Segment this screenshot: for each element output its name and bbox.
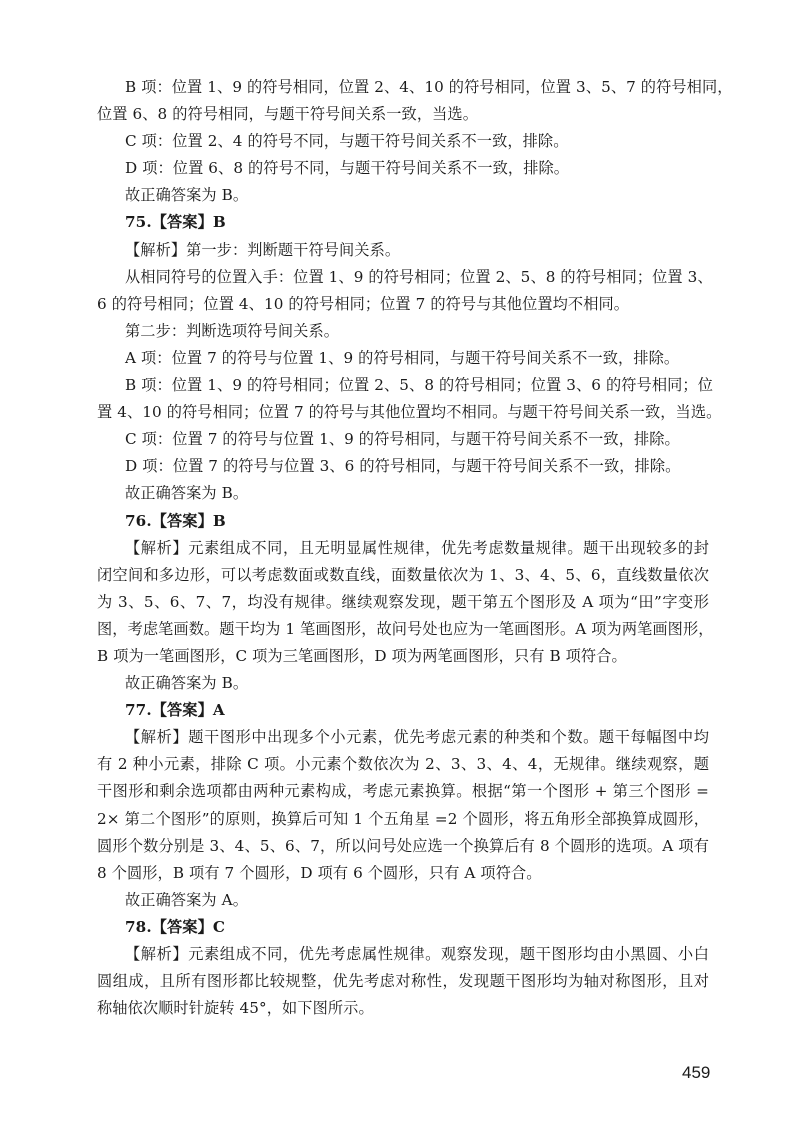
text-line: 2× 第二个图形”的原则，换算后可知 1 个五角星 =2 个圆形，将五角形全部换算成圆形， [97, 809, 709, 828]
analysis-line: 【解析】元素组成不同，且无明显属性规律，优先考虑数量规律。题干出现较多的封 [125, 538, 709, 557]
text-line: D 项：位置 7 的符号与位置 3、6 的符号相同，与题干符号间关系不一致，排除。 [125, 457, 681, 476]
text-line: 圆形个数分别是 3、4、5、6、7，所以问号处应选一个换算后有 8 个圆形的选项。A 项有 [97, 836, 709, 855]
text-line: C 项：位置 2、4 的符号不同，与题干符号间关系不一致，排除。 [125, 132, 569, 151]
answer-conclusion: 故正确答案为 B。 [125, 484, 249, 503]
page-number: 459 [682, 1063, 711, 1082]
analysis-line: 【解析】题干图形中出现多个小元素，优先考虑元素的种类和个数。题干每幅图中均 [125, 728, 709, 747]
text-line: 位置 6、8 的符号相同，与题干符号间关系一致，当选。 [97, 105, 478, 124]
answer-conclusion: 故正确答案为 A。 [125, 890, 249, 909]
text-line: 8 个圆形，B 项有 7 个圆形，D 项有 6 个圆形，只有 A 项符合。 [97, 863, 542, 882]
text-line: B 项为一笔画图形，C 项为三笔画图形，D 项为两笔画图形，只有 B 项符合。 [97, 646, 627, 665]
analysis-line: 【解析】元素组成不同，优先考虑属性规律。观察发现，题干图形均由小黑圆、小白 [125, 945, 709, 963]
text-line: 圆组成，且所有图形都比较规整，优先考虑对称性，发现题干图形均为轴对称图形，且对 [97, 972, 709, 991]
text-line: 为 3、5、6、7、7，均没有规律。继续观察发现，题干第五个图形及 A 项为“田”字变形 [97, 592, 709, 611]
text-line: 干图形和剩余选项都由两种元素构成，考虑元素换算。根据“第一个图形 + 第三个图形 = [97, 782, 709, 801]
text-line: D 项：位置 6、8 的符号不同，与题干符号间关系不一致，排除。 [125, 159, 570, 178]
question-answer-heading: 75.【答案】B [125, 213, 226, 232]
text-line: 称轴依次顺时针旋转 45°，如下图所示。 [97, 999, 374, 1018]
analysis-line: 【解析】第一步：判断题干符号间关系。 [125, 240, 401, 259]
text-line: 有 2 种小元素，排除 C 项。小元素个数依次为 2、3、3、4、4，无规律。继续观察，题 [97, 755, 709, 774]
question-answer-heading: 78.【答案】C [125, 917, 226, 936]
question-answer-heading: 76.【答案】B [125, 511, 226, 530]
answer-conclusion: 故正确答案为 B。 [125, 186, 249, 205]
text-line: A 项：位置 7 的符号与位置 1、9 的符号相同，与题干符号间关系不一致，排除。 [125, 348, 680, 367]
question-answer-heading: 77.【答案】A [125, 701, 225, 720]
text-line: 闭空间和多边形，可以考虑数面或数直线，面数量依次为 1、3、4、5、6，直线数量依次 [97, 565, 709, 584]
answer-conclusion: 故正确答案为 B。 [125, 674, 249, 693]
text-line: C 项：位置 7 的符号与位置 1、9 的符号相同，与题干符号间关系不一致，排除。 [125, 430, 680, 449]
text-line: 图，考虑笔画数。题干均为 1 笔画图形，故问号处也应为一笔画图形。A 项为两笔画图形， [97, 619, 714, 638]
text-line: 6 的符号相同；位置 4、10 的符号相同；位置 7 的符号与其他位置均不相同。 [97, 294, 630, 313]
page-body [97, 74, 733, 1022]
text-line: 从相同符号的位置入手：位置 1、9 的符号相同；位置 2、5、8 的符号相同；位置 3、 [125, 267, 713, 286]
text-line: B 项：位置 1、9 的符号相同；位置 2、5、8 的符号相同；位置 3、6 的符号相同；位 [125, 376, 714, 395]
text-line: B 项：位置 1、9 的符号相同，位置 2、4、10 的符号相同，位置 3、5、7 的符号相同， [125, 78, 733, 96]
text-line: 置 4、10 的符号相同；位置 7 的符号与其他位置均不相同。与题干符号间关系一致，当选。 [97, 403, 722, 422]
text-line: 第二步：判断选项符号间关系。 [125, 321, 340, 340]
